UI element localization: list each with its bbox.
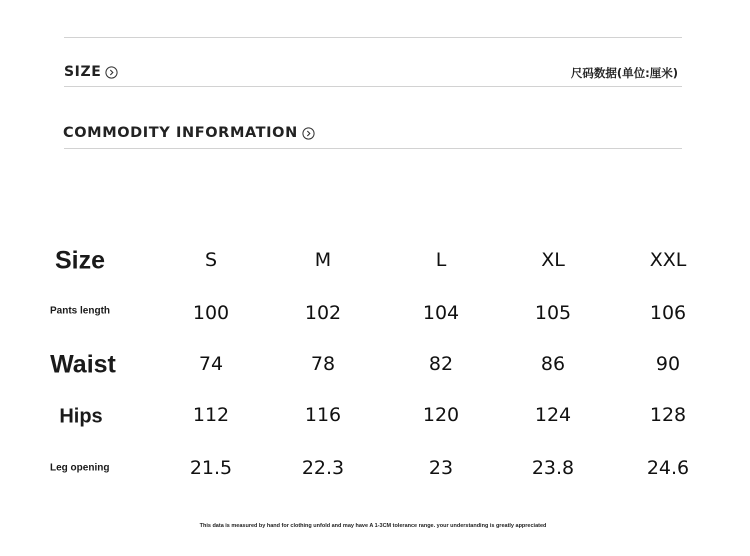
table-cell: 86	[540, 353, 566, 375]
row-label-hips: Hips	[59, 405, 103, 428]
table-cell: 21.5	[189, 457, 233, 479]
table-cell: 112	[192, 404, 230, 426]
table-cell: 104	[422, 302, 460, 324]
row-label-waist: Waist	[50, 350, 116, 379]
row-label-pants-length: Pants length	[50, 305, 111, 317]
table-cell: 120	[422, 404, 460, 426]
size-header-l: L	[435, 249, 447, 271]
measurement-footnote: This data is measured by hand for clothing unfold and may have A 1-3CM tolerance range. your understanding is greatly appreciated	[199, 523, 547, 529]
size-header-s: S	[204, 249, 218, 271]
table-cell: 24.6	[646, 457, 690, 479]
table-cell: 82	[428, 353, 454, 375]
size-header-xl: XL	[541, 249, 565, 271]
table-cell: 100	[192, 302, 230, 324]
commodity-title-text: COMMODITY INFORMATION	[63, 125, 298, 141]
table-cell: 90	[655, 353, 681, 375]
table-cell: 102	[304, 302, 342, 324]
table-cell: 23.8	[531, 457, 575, 479]
size-header-xxl: XXL	[649, 249, 687, 271]
table-cell: 124	[534, 404, 572, 426]
size-header-m: M	[314, 249, 332, 271]
table-cell: 116	[304, 404, 342, 426]
table-cell: 105	[534, 302, 572, 324]
table-cell: 128	[649, 404, 687, 426]
size-header-label: Size	[54, 246, 106, 275]
table-cell: 22.3	[301, 457, 345, 479]
table-cell: 106	[649, 302, 687, 324]
row-label-leg-opening: Leg opening	[50, 462, 110, 474]
table-cell: 23	[428, 457, 454, 479]
unit-note: 尺码数据(单位:厘米)	[570, 66, 678, 80]
size-title-text: SIZE	[64, 64, 102, 80]
table-cell: 74	[198, 353, 224, 375]
table-cell: 78	[310, 353, 336, 375]
